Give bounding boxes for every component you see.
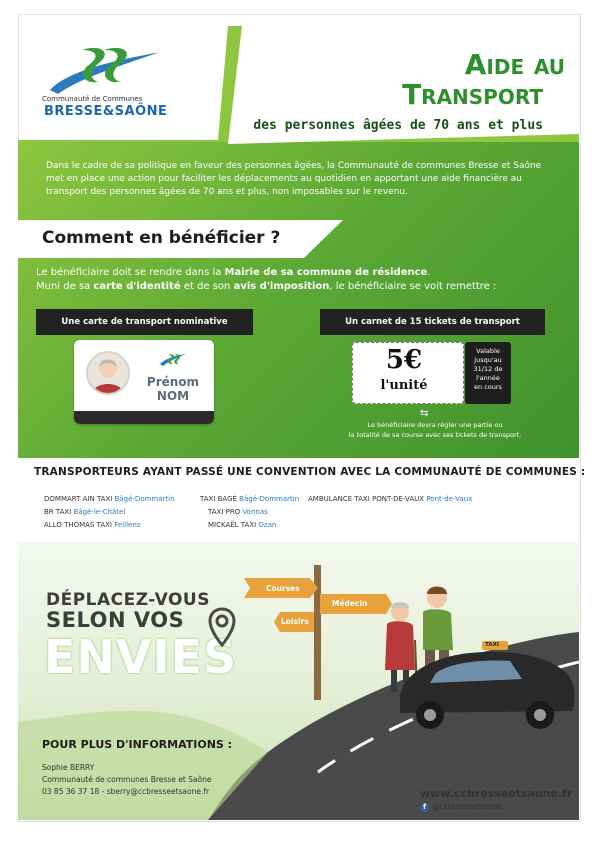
- transporter-entry: [44, 521, 140, 529]
- facebook-handle: @ccbresseetsaone: [432, 802, 503, 811]
- card-prenom: Prénom: [146, 375, 200, 389]
- facebook-icon: f: [420, 803, 429, 812]
- instr-text: Muni de sa: [36, 281, 94, 292]
- validity-text: [465, 347, 511, 392]
- transporter-name: TAXI BAGÉ: [200, 495, 237, 503]
- title-line-2: Transport: [402, 78, 543, 111]
- validity-line: l'année: [476, 374, 500, 382]
- contact-org: Communauté de communes Bresse et Saône: [42, 775, 212, 784]
- transporter-name: DOMMART AIN TAXI: [44, 495, 113, 503]
- transporter-city: Bâgé-Dommartin: [114, 495, 175, 503]
- card-label: Une carte de transport nominative: [36, 309, 253, 335]
- transporter-city: Bâgé-le-Châtel: [73, 508, 126, 516]
- slogan-line-2: SELON VOS: [46, 608, 185, 632]
- sign-courses: Courses: [266, 584, 300, 593]
- title-line-1: Aide au: [464, 48, 565, 81]
- validity-line: en cours: [474, 383, 502, 391]
- title-subtitle: des personnes âgées de 70 ans et plus: [253, 118, 543, 133]
- how-title: Comment en bénéficier ?: [42, 228, 281, 248]
- logo-subtitle: Communauté de Communes: [42, 95, 143, 103]
- instr-bold: carte d'identité: [93, 281, 181, 292]
- validity-line: Valable: [476, 347, 500, 355]
- sign-medecin: Médecin: [332, 599, 368, 608]
- slogan-line-3: ENVIES: [44, 630, 238, 684]
- instr-bold: avis d'imposition: [233, 281, 330, 292]
- transporter-entry: [44, 495, 175, 503]
- card-strip: [74, 411, 214, 424]
- avatar: [86, 351, 130, 395]
- transporter-entry: [44, 508, 125, 516]
- transporter-city: Vonnas: [242, 508, 268, 516]
- taxi-car-illustration: [390, 635, 580, 735]
- card-logo-icon: [158, 352, 188, 370]
- slogan-line-1: DÉPLACEZ-VOUS: [46, 590, 210, 610]
- card-nom: NOM: [156, 389, 190, 403]
- transporter-name: TAXI PRO: [208, 508, 241, 516]
- validity-line: 31/12 de: [473, 365, 503, 373]
- instr-bold: Mairie de sa commune de résidence: [224, 267, 428, 278]
- transporter-name: AMBULANCE TAXI PONT-DE-VAUX: [308, 495, 425, 503]
- taxi-roof-sign: TAXI: [485, 642, 499, 648]
- validity-line: jusqu'au: [474, 356, 502, 364]
- double-arrow-icon: ⇆: [420, 408, 429, 419]
- contact-details[interactable]: 03 85 36 37 18 - sberry@ccbresseetsaone.fr: [42, 787, 210, 796]
- ticket-note: [300, 420, 570, 440]
- elderly-woman-icon: [88, 353, 128, 393]
- transporters-title: TRANSPORTEURS AYANT PASSÉ UNE CONVENTION AVEC LA COMMUNAUTÉ DE COMMUNES :: [34, 466, 586, 478]
- transporter-name: ALLO THOMAS TAXI: [44, 521, 113, 529]
- website-link[interactable]: www.ccbresseetsaone.fr: [420, 787, 573, 800]
- card-name: [138, 375, 208, 403]
- transporter-city: Feillens: [114, 521, 141, 529]
- instr-text: et de son: [180, 281, 234, 292]
- sign-loisirs: Loisirs: [281, 617, 309, 626]
- instr-text: .: [427, 267, 431, 278]
- intro-paragraph: Dans le cadre de sa politique en faveur des personnes âgées, la Communauté de communes Bresse et Saône met en place une action pour faciliter les déplacements au quotidien en apportant une aide financière au transport des personnes âgées de 70 ans et plus, non imposables sur le revenu.: [46, 161, 542, 197]
- transporter-entry: [208, 508, 268, 516]
- transporter-entry: [308, 495, 472, 503]
- transporter-city: Bâgé-Dommartin: [239, 495, 300, 503]
- location-pin-icon: [208, 607, 236, 647]
- transporter-entry: [200, 495, 299, 503]
- note-line: Le bénéficiaire devra régler une partie ou: [367, 421, 503, 429]
- ticket-unit: l'unité: [380, 378, 428, 393]
- instr-text: Le bénéficiaire doit se rendre dans la: [36, 267, 225, 278]
- transporter-city: Ozan: [258, 521, 277, 529]
- facebook-link[interactable]: [420, 802, 503, 812]
- note-line: la totalité de sa course avec ses tickets de transport.: [348, 431, 522, 439]
- contact-name: Sophie BERRY: [42, 763, 95, 772]
- instr-text: , le bénéficiaire se voit remettre :: [329, 281, 497, 292]
- transporter-name: MICKAËL TAXI: [208, 521, 257, 529]
- tickets-label: Un carnet de 15 tickets de transport: [320, 309, 545, 335]
- transporter-entry: [208, 521, 276, 529]
- logo-name: BRESSE&SAÔNE: [44, 104, 168, 119]
- info-title: POUR PLUS D'INFORMATIONS :: [42, 738, 233, 751]
- beneficiary-instructions: [36, 266, 576, 294]
- ticket-price: 5€: [385, 345, 423, 375]
- transporter-name: BR TAXI: [44, 508, 72, 516]
- transporter-city: Pont-de-Vaux: [426, 495, 473, 503]
- contact-block: [42, 762, 211, 798]
